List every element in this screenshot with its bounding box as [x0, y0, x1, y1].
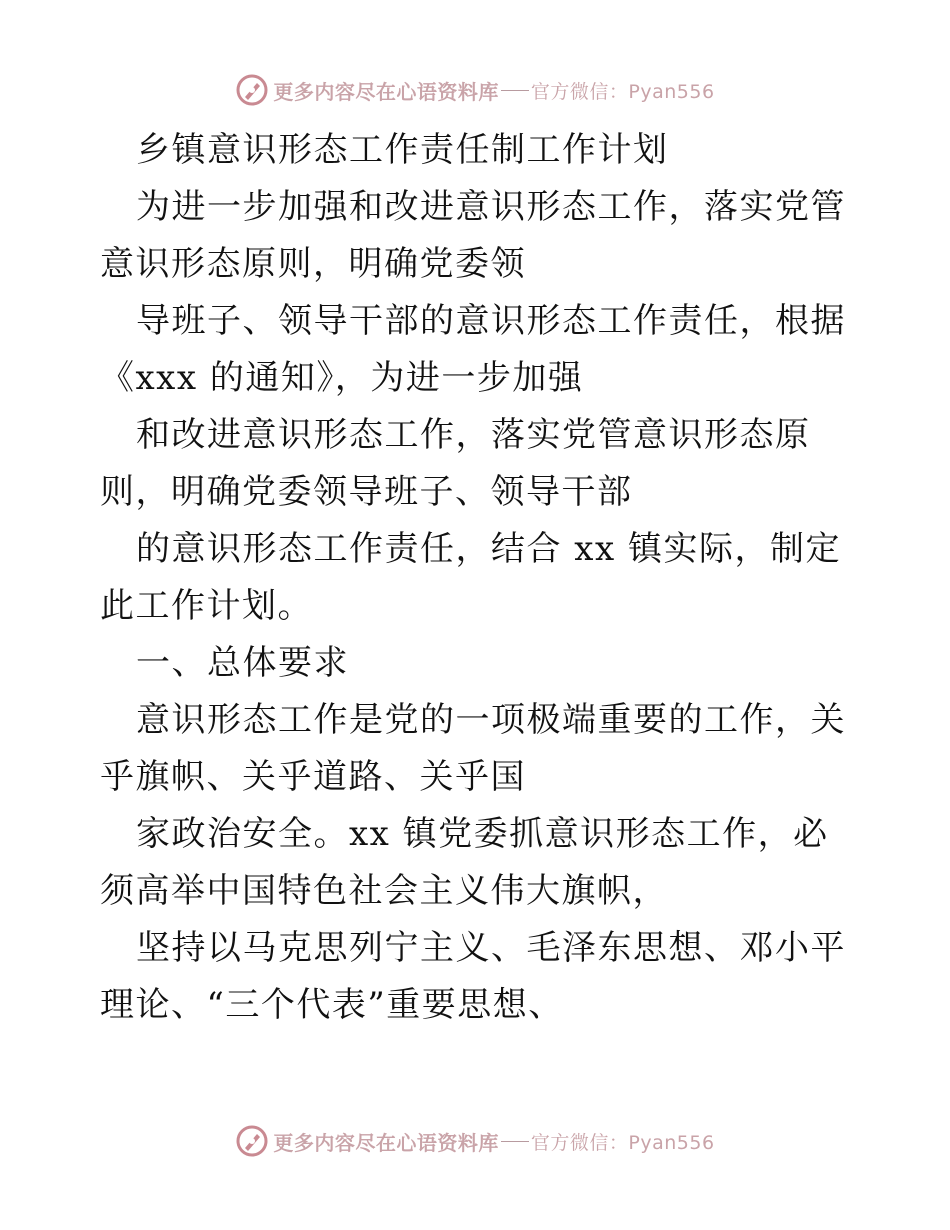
header-watermark: [0, 70, 950, 110]
paragraph: 家政治安全。xx 镇党委抓意识形态工作，必须高举中国特色社会主义伟大旗帜，: [100, 814, 829, 911]
watermark-contact-text: 官方微信：Pyan556: [530, 1131, 715, 1154]
watermark-content: [235, 73, 714, 107]
paragraph: 坚持以马克思列宁主义、毛泽东思想、邓小平理论、“三个代表”重要思想、: [100, 928, 846, 1025]
paragraph: 意识形态工作是党的一项极端重要的工作，关乎旗帜、关乎道路、关乎国: [100, 700, 846, 797]
watermark-separator: [501, 1141, 529, 1142]
paragraph: 导班子、领导干部的意识形态工作责任，根据《xxx 的通知》，为进一步加强: [100, 301, 846, 398]
watermark-separator: [501, 90, 529, 91]
paragraph: 的意识形态工作责任，结合 xx 镇实际，制定此工作计划。: [100, 529, 841, 626]
footer-watermark: [0, 1121, 950, 1161]
brand-logo-icon: [235, 73, 269, 107]
watermark-content: [235, 1124, 714, 1158]
paragraph: 为进一步加强和改进意识形态工作，落实党管意识形态原则，明确党委领: [100, 187, 846, 284]
section-heading: 一、总体要求: [136, 643, 349, 683]
watermark-contact-text: 官方微信：Pyan556: [530, 80, 715, 103]
watermark-brand-text: 更多内容尽在心语资料库: [273, 79, 499, 104]
paragraph: 和改进意识形态工作，落实党管意识形态原则，明确党委领导班子、领导干部: [100, 415, 811, 512]
document-body: [100, 122, 860, 1034]
brand-logo-icon: [235, 1124, 269, 1158]
watermark-brand-text: 更多内容尽在心语资料库: [273, 1130, 499, 1155]
document-title: 乡镇意识形态工作责任制工作计划: [136, 130, 669, 170]
